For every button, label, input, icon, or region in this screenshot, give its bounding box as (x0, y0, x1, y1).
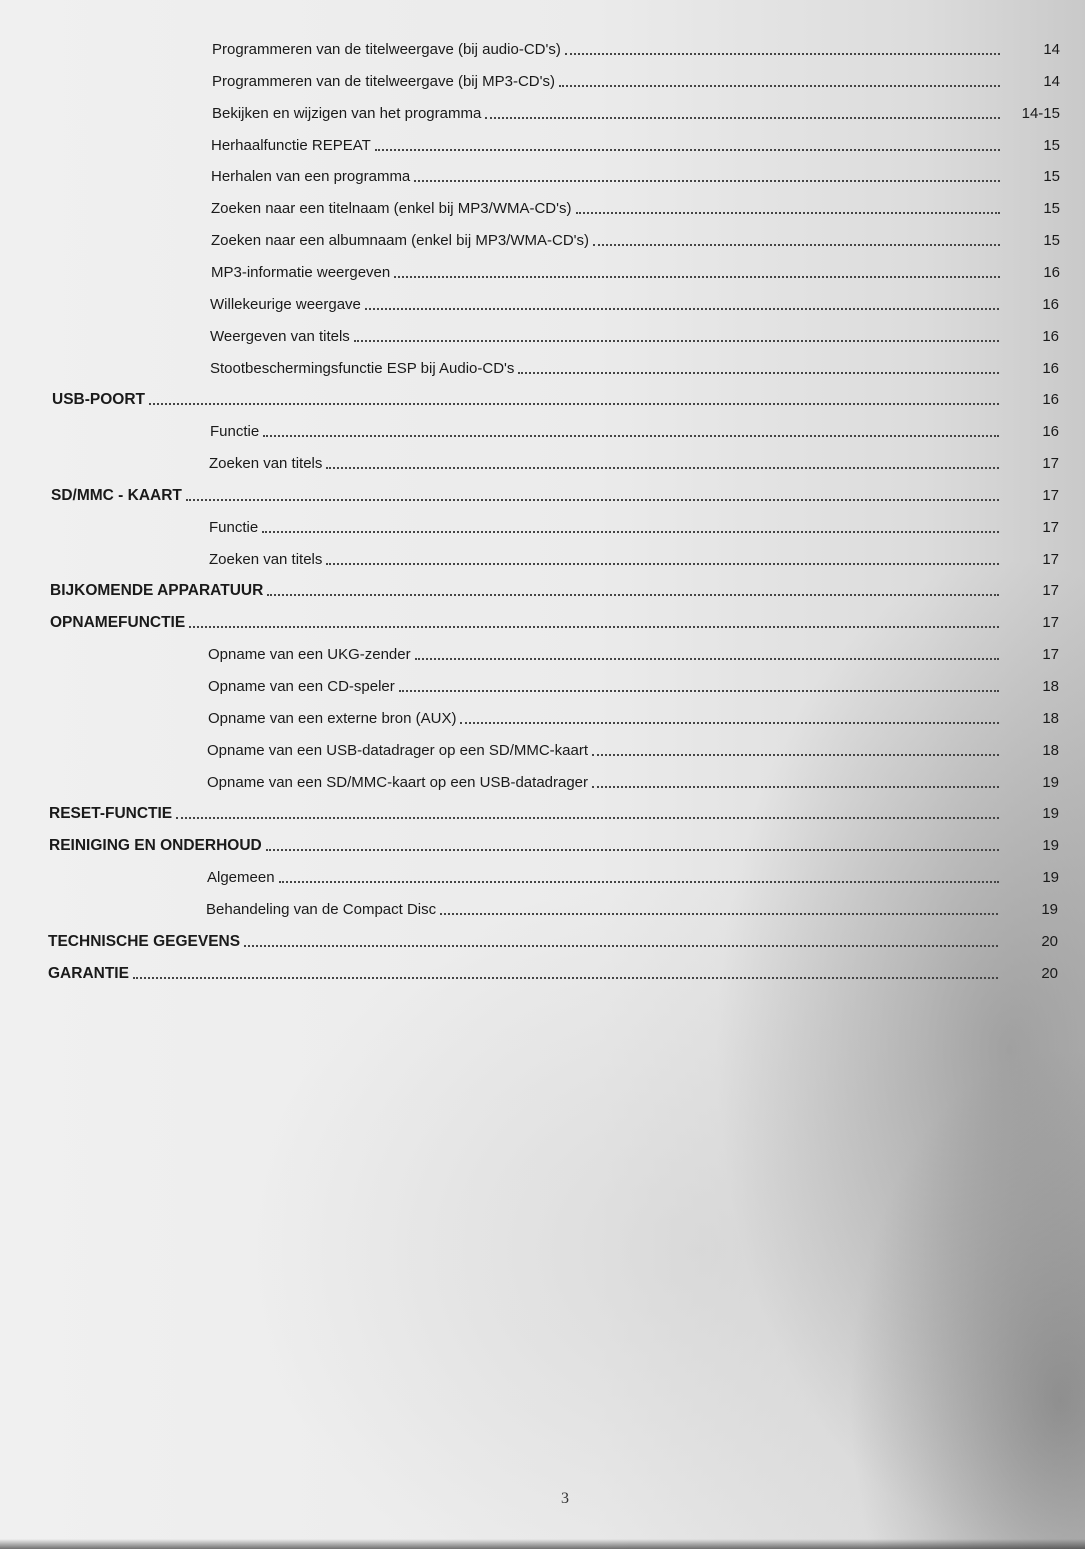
toc-entry (211, 135, 1006, 155)
toc-entry-page: 15 (1043, 200, 1060, 217)
toc-entry-page: 16 (1042, 296, 1059, 313)
toc-entry-page: 19 (1042, 774, 1059, 791)
toc-leader-dots (399, 690, 999, 692)
toc-entry-page: 17 (1042, 551, 1059, 568)
toc-leader-dots (263, 435, 999, 437)
toc-entry (50, 580, 1005, 600)
toc-entry-page: 17 (1042, 519, 1059, 536)
toc-entry (208, 676, 1005, 696)
toc-entry (49, 835, 1005, 855)
page-shadow-edge (0, 1539, 1085, 1549)
toc-entry-title: Zoeken naar een albumnaam (enkel bij MP3/WMA-CD's) (211, 232, 590, 249)
toc-entry (207, 867, 1005, 887)
toc-entry-page: 16 (1042, 391, 1059, 408)
toc-entry-title: Zoeken van titels (209, 455, 323, 472)
toc-entry-title: RESET-FUNCTIE (49, 805, 173, 822)
toc-leader-dots (267, 594, 999, 596)
toc-leader-dots (279, 881, 999, 883)
toc-entry (212, 71, 1006, 91)
toc-entry-page: 14 (1043, 41, 1060, 58)
toc-leader-dots (576, 212, 1001, 214)
toc-leader-dots (460, 722, 999, 724)
toc-entry-title: Algemeen (207, 869, 275, 886)
toc-leader-dots (266, 849, 999, 851)
toc-entry-title: Behandeling van de Compact Disc (206, 901, 437, 918)
toc-entry-title: BIJKOMENDE APPARATUUR (50, 582, 264, 599)
toc-leader-dots (326, 563, 999, 565)
toc-entry-title: Functie (209, 519, 259, 536)
toc-entry-page: 18 (1042, 678, 1059, 695)
toc-leader-dots (559, 85, 1000, 87)
toc-entry-title: TECHNISCHE GEGEVENS (48, 933, 241, 950)
toc-entry (207, 740, 1005, 760)
toc-leader-dots (186, 499, 999, 501)
toc-entry-title: Functie (210, 423, 260, 440)
toc-entry-title: MP3-informatie weergeven (211, 264, 391, 281)
toc-entry (211, 262, 1006, 282)
toc-entry (206, 899, 1004, 919)
toc-entry-page: 17 (1042, 582, 1059, 599)
toc-entry (211, 198, 1006, 218)
toc-entry-page: 17 (1042, 614, 1059, 631)
toc-entry (210, 326, 1005, 346)
toc-entry (211, 166, 1006, 186)
toc-leader-dots (149, 403, 999, 405)
toc-entry-title: OPNAMEFUNCTIE (50, 614, 186, 631)
toc-entry-title: Stootbeschermingsfunctie ESP bij Audio-CD's (210, 360, 515, 377)
toc-entry (212, 103, 1006, 123)
toc-leader-dots (565, 53, 1000, 55)
toc-leader-dots (189, 626, 999, 628)
toc-leader-dots (440, 913, 998, 915)
toc-entry-title: Zoeken van titels (209, 551, 323, 568)
toc-leader-dots (326, 467, 999, 469)
toc-leader-dots (133, 977, 998, 979)
toc-entry (210, 294, 1005, 314)
toc-leader-dots (262, 531, 999, 533)
toc-entry (209, 549, 1005, 569)
page-number: 3 (561, 1490, 569, 1507)
toc-entry-page: 16 (1042, 423, 1059, 440)
toc-entry-page: 18 (1042, 710, 1059, 727)
toc-entry-title: Opname van een SD/MMC-kaart op een USB-datadrager (207, 774, 589, 791)
toc-entry-page: 16 (1043, 264, 1060, 281)
toc-entry-title: Opname van een USB-datadrager op een SD/MMC-kaart (207, 742, 589, 759)
toc-entry-page: 17 (1042, 455, 1059, 472)
toc-entry (207, 772, 1005, 792)
toc-entry-title: Programmeren van de titelweergave (bij MP3-CD's) (212, 73, 555, 90)
toc-entry (208, 644, 1005, 664)
toc-entry-page: 19 (1042, 869, 1059, 886)
toc-entry (209, 453, 1005, 473)
toc-leader-dots (394, 276, 1000, 278)
toc-entry-page: 16 (1042, 360, 1059, 377)
toc-entry-page: 18 (1042, 742, 1059, 759)
toc-entry-page: 20 (1041, 933, 1058, 950)
toc-entry (208, 708, 1005, 728)
toc-entry-title: Programmeren van de titelweergave (bij audio-CD's) (212, 41, 561, 58)
toc-entry-page: 19 (1042, 805, 1059, 822)
toc-entry-title: Herhaalfunctie REPEAT (211, 137, 371, 154)
toc-entry-page: 17 (1042, 646, 1059, 663)
toc-entry-title: GARANTIE (48, 965, 129, 982)
toc-entry (210, 421, 1005, 441)
toc-entry-page: 20 (1041, 965, 1058, 982)
toc-entry-page: 14 (1043, 73, 1060, 90)
toc-leader-dots (244, 945, 998, 947)
toc-entry-title: Zoeken naar een titelnaam (enkel bij MP3/WMA-CD's) (211, 200, 572, 217)
toc-entry (48, 931, 1004, 951)
toc-entry (49, 803, 1005, 823)
toc-entry-page: 17 (1042, 487, 1059, 504)
toc-entry-page: 16 (1042, 328, 1059, 345)
toc-entry-title: SD/MMC - KAART (51, 487, 182, 504)
toc-entry (210, 358, 1005, 378)
toc-leader-dots (593, 244, 1000, 246)
toc-entry-page: 19 (1041, 901, 1058, 918)
toc-entry (209, 517, 1005, 537)
toc-leader-dots (354, 340, 999, 342)
toc-leader-dots (485, 117, 1000, 119)
toc-entry-page: 15 (1043, 137, 1060, 154)
toc-entry-page: 15 (1043, 168, 1060, 185)
toc-leader-dots (375, 149, 1000, 151)
toc-entry-title: Bekijken en wijzigen van het programma (212, 105, 482, 122)
toc-leader-dots (592, 786, 999, 788)
toc-entry-page: 15 (1043, 232, 1060, 249)
toc-entry-title: Opname van een CD-speler (208, 678, 395, 695)
toc-entry-title: Weergeven van titels (210, 328, 350, 345)
toc-entry-title: Opname van een externe bron (AUX) (208, 710, 457, 727)
toc-entry-page: 14-15 (1021, 105, 1060, 122)
toc-entry (52, 389, 1005, 409)
toc-leader-dots (415, 658, 999, 660)
toc-leader-dots (518, 372, 999, 374)
toc-entry-title: Willekeurige weergave (210, 296, 361, 313)
toc-entry (51, 485, 1005, 505)
toc-entry (50, 612, 1005, 632)
toc-leader-dots (414, 180, 1000, 182)
toc-entry-title: REINIGING EN ONDERHOUD (49, 837, 262, 854)
toc-entry-page: 19 (1042, 837, 1059, 854)
toc-entry (48, 963, 1004, 983)
toc-leader-dots (365, 308, 999, 310)
toc-entry (211, 230, 1006, 250)
toc-entry (212, 39, 1006, 59)
toc-leader-dots (176, 817, 999, 819)
toc-entry-title: Herhalen van een programma (211, 168, 411, 185)
toc-entry-title: USB-POORT (52, 391, 145, 408)
toc-leader-dots (592, 754, 999, 756)
toc-entry-title: Opname van een UKG-zender (208, 646, 411, 663)
